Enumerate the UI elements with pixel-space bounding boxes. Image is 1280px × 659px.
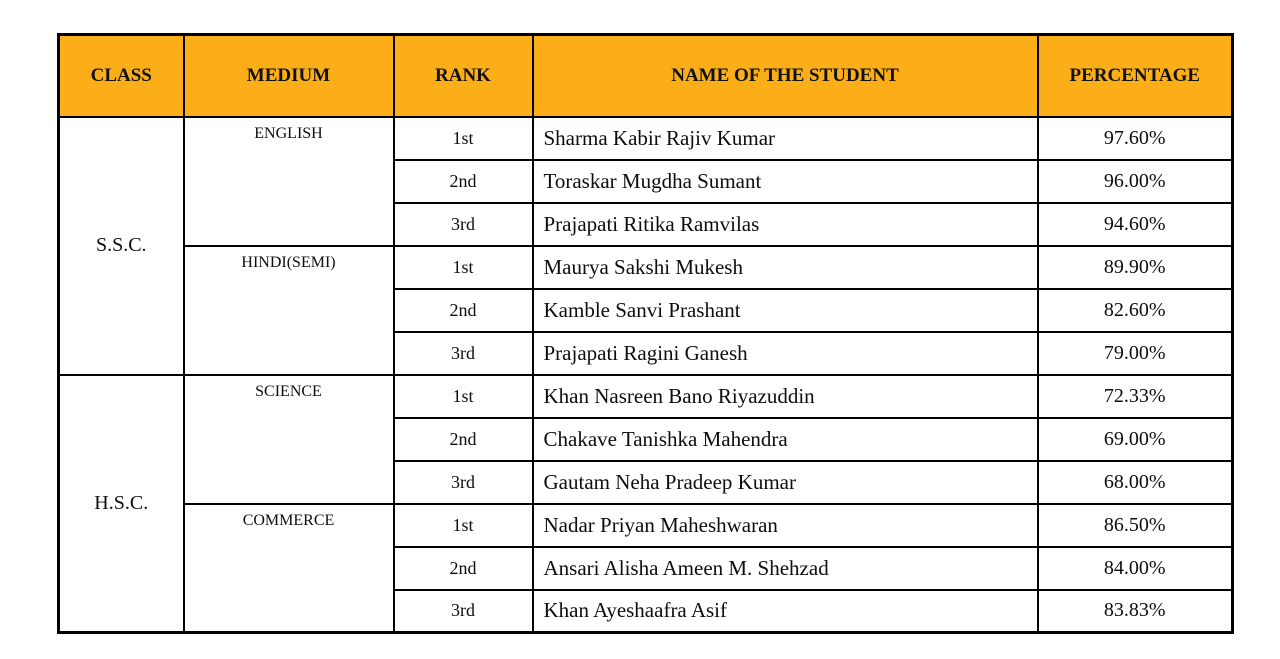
percentage-cell: 83.83% (1038, 590, 1233, 633)
results-table (57, 33, 1234, 634)
rank-cell: 1st (394, 504, 533, 547)
column-header-rank: RANK (394, 35, 533, 117)
rank-cell: 2nd (394, 289, 533, 332)
medium-cell-hindi-semi: HINDI(SEMI) (184, 246, 394, 375)
student-name-cell: Kamble Sanvi Prashant (533, 289, 1038, 332)
percentage-cell: 86.50% (1038, 504, 1233, 547)
percentage-cell: 96.00% (1038, 160, 1233, 203)
rank-cell: 3rd (394, 203, 533, 246)
column-header-class: CLASS (59, 35, 184, 117)
class-cell-hsc: H.S.C. (59, 375, 184, 633)
table-row (59, 504, 1233, 547)
student-name-cell: Nadar Priyan Maheshwaran (533, 504, 1038, 547)
percentage-cell: 69.00% (1038, 418, 1233, 461)
rank-cell: 2nd (394, 160, 533, 203)
column-header-medium: MEDIUM (184, 35, 394, 117)
rank-cell: 1st (394, 375, 533, 418)
medium-cell-science: SCIENCE (184, 375, 394, 504)
percentage-cell: 97.60% (1038, 117, 1233, 160)
rank-cell: 2nd (394, 418, 533, 461)
table-row (59, 117, 1233, 160)
header-row (59, 35, 1233, 117)
class-cell-ssc: S.S.C. (59, 117, 184, 375)
student-name-cell: Prajapati Ritika Ramvilas (533, 203, 1038, 246)
student-name-cell: Sharma Kabir Rajiv Kumar (533, 117, 1038, 160)
table-row (59, 375, 1233, 418)
column-header-student-name: NAME OF THE STUDENT (533, 35, 1038, 117)
rank-cell: 3rd (394, 590, 533, 633)
percentage-cell: 89.90% (1038, 246, 1233, 289)
table-row (59, 246, 1233, 289)
column-header-percentage: PERCENTAGE (1038, 35, 1233, 117)
rank-cell: 1st (394, 246, 533, 289)
rank-cell: 3rd (394, 461, 533, 504)
percentage-cell: 79.00% (1038, 332, 1233, 375)
medium-cell-commerce: COMMERCE (184, 504, 394, 633)
student-name-cell: Gautam Neha Pradeep Kumar (533, 461, 1038, 504)
medium-cell-english: ENGLISH (184, 117, 394, 246)
student-name-cell: Toraskar Mugdha Sumant (533, 160, 1038, 203)
student-name-cell: Khan Ayeshaafra Asif (533, 590, 1038, 633)
percentage-cell: 72.33% (1038, 375, 1233, 418)
percentage-cell: 68.00% (1038, 461, 1233, 504)
rank-cell: 2nd (394, 547, 533, 590)
percentage-cell: 84.00% (1038, 547, 1233, 590)
rank-cell: 1st (394, 117, 533, 160)
student-name-cell: Prajapati Ragini Ganesh (533, 332, 1038, 375)
rank-cell: 3rd (394, 332, 533, 375)
student-name-cell: Maurya Sakshi Mukesh (533, 246, 1038, 289)
results-table-container (57, 33, 1234, 634)
student-name-cell: Khan Nasreen Bano Riyazuddin (533, 375, 1038, 418)
student-name-cell: Chakave Tanishka Mahendra (533, 418, 1038, 461)
percentage-cell: 94.60% (1038, 203, 1233, 246)
percentage-cell: 82.60% (1038, 289, 1233, 332)
student-name-cell: Ansari Alisha Ameen M. Shehzad (533, 547, 1038, 590)
